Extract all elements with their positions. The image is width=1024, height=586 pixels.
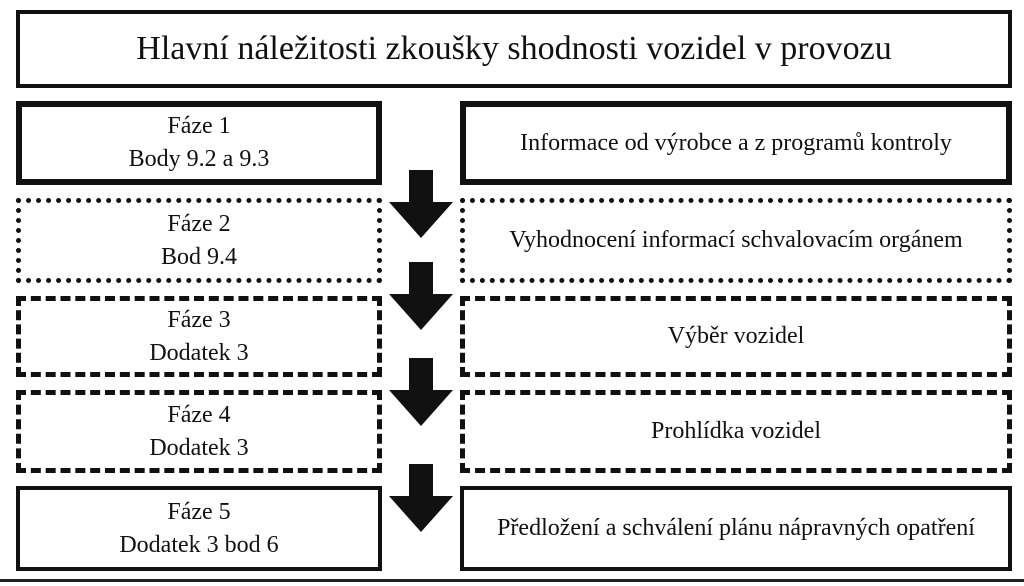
phase-3-name: Fáze 3: [167, 306, 231, 333]
phase-1-description: Informace od výrobce a z programů kontroly: [520, 129, 952, 156]
phase-4-description-box: [460, 390, 1012, 473]
phase-5-ref: Dodatek 3 bod 6: [119, 531, 279, 558]
arrow-down-icon: [385, 260, 457, 332]
phase-4-ref: Dodatek 3: [149, 434, 249, 461]
arrow-down-icon: [385, 462, 457, 534]
phase-4-name: Fáze 4: [167, 401, 231, 428]
phase-2-ref: Bod 9.4: [160, 243, 237, 270]
bottom-divider: [0, 579, 1024, 582]
phase-2-description-box: [460, 198, 1012, 283]
phase-2-description: Vyhodnocení informací schvalovacím orgánem: [509, 227, 963, 253]
phase-2-box: [16, 198, 382, 283]
phase-1-box: [16, 101, 382, 185]
diagram-title-text: Hlavní náležitosti zkoušky shodnosti vozidel v provozu: [136, 30, 892, 67]
arrow-down-icon: [385, 168, 457, 240]
phase-3-box: [16, 296, 382, 377]
arrow-down-icon: [385, 356, 457, 428]
phase-1-name: Fáze 1: [167, 113, 231, 139]
phase-4-description: Prohlídka vozidel: [651, 418, 821, 444]
diagram-title: [16, 10, 1012, 88]
phase-2-name: Fáze 2: [167, 210, 231, 237]
phase-4-box: [16, 390, 382, 473]
phase-5-description-box: [460, 486, 1012, 571]
phase-3-description-box: [460, 296, 1012, 377]
phase-1-ref: Body 9.2 a 9.3: [128, 146, 270, 172]
phase-1-description-box: [460, 101, 1012, 185]
phase-5-box: [16, 486, 382, 571]
phase-5-name: Fáze 5: [167, 498, 231, 525]
phase-3-description: Výběr vozidel: [667, 323, 805, 349]
phase-5-description: Předložení a schválení plánu nápravných opatření: [497, 515, 975, 541]
phase-3-ref: Dodatek 3: [149, 339, 249, 366]
